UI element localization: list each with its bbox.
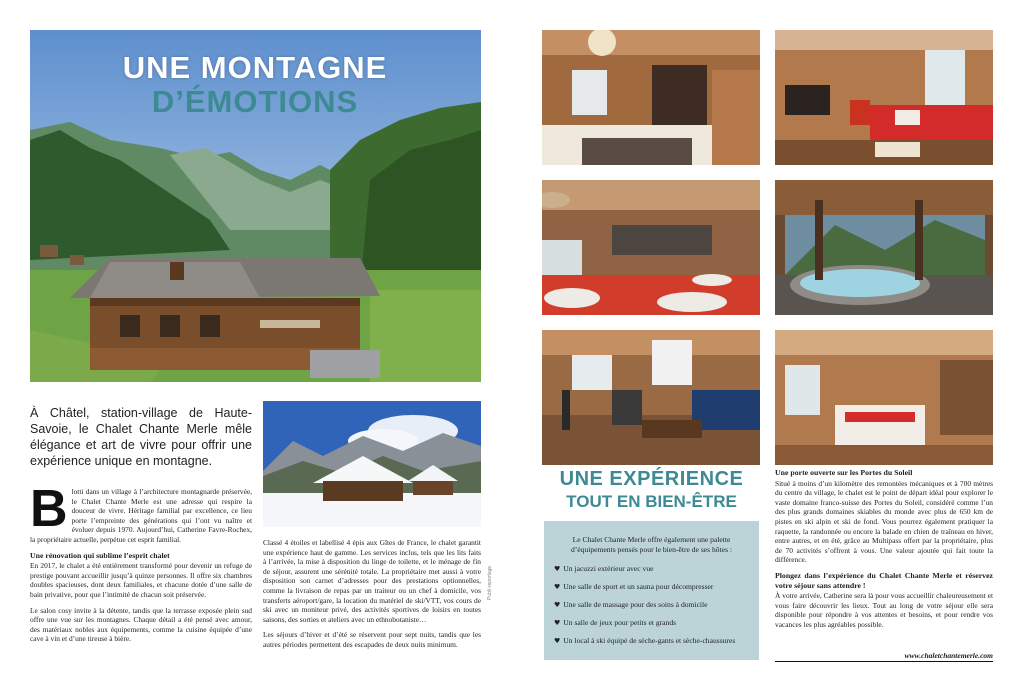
col3-paragraph-1: Situé à moins d’un kilomètre des remontées mécaniques et à 700 mètres du centre du village, le chalet est le point de départ idéal pour explorer le vaste domaine franco-suisse des Portes du Soleil, considéré comme l’un des plus grands domaines skiables du monde avec plus de 650 km de pistes en ski alpin et ski de fond. Vous pourrez également pratiquer la raquette, la randonnée ou encore la balade en chien de traîneau en hiver, entre autres, et en été, grâce au Multipass offert par la propriétaire, plus de 70 activités s’offrent à vous. Une valeur ajoutée qui fait toute la différence. (775, 478, 993, 565)
list-item: ♥ Une salle de massage pour des soins à domicile (554, 600, 708, 609)
experience-title-line2: TOUT EN BIEN-ÊTRE (566, 492, 737, 511)
vertical-credit: Publi-reportage (487, 565, 493, 600)
gym-photo (542, 330, 760, 465)
heart-icon: ♥ (554, 583, 561, 591)
col2-paragraph-2: Les séjours d’hiver et d’été se réservent pour sept nuits, tandis que les autres périodes permettent des escapades de deux nuits minimum. (263, 630, 481, 649)
experience-title-line1: UNE EXPÉRIENCE (559, 468, 744, 490)
col1-paragraph-2: En 2017, le chalet a été entièrement transformé pour devenir un refuge de prestige pouvant accueillir jusqu’à quinze personnes. Il offre six chambres doubles spacieuses, dont deux familiales, et chacune dotée d’une salle de bain privative, pour que l’intimité de chacun soit préservée. (30, 561, 252, 599)
bedroom-photo (542, 30, 760, 165)
heart-icon: ♥ (554, 637, 561, 645)
col3-paragraph-2: À votre arrivée, Catherine sera là pour vous accueillir chaleureusement et vous faire découvrir les lieux. Tout au long de votre séjour elle sera disponible pour répondre à vos attentes et besoins, et pour rendre vos vacances les plus agréables possible. (775, 591, 993, 629)
col1-paragraph-1: lotti dans un village à l’architecture montagnarde préservée, le Chalet Chante Merle est une adresse qui respire la douceur de vivre. Héritage familial par excellence, ce lieu porte l’empreinte des générations qui l’ont vu naître et évoluer depuis 1970. Aujourd’hui, Catherine Favre-Rochex, la propriétaire actuelle, perpétue cet esprit familial. (30, 487, 252, 544)
col2-paragraph-1: Classé 4 étoiles et labellisé 4 épis aux Gîtes de France, le chalet garantit une expérience haut de gamme. Les services inclus, tels que les lits faits à l’arrivée, la mise à disposition du linge de toilette, et le ménage de fin de séjour, assurent une sérénité totale. La propriétaire met aussi à votre disposition son carnet d’adresses pour des prestations optionnelles, comme la livraison de repas par un traiteur ou un chef à domicile, vos transferts aéroport/gare, la location du matériel de ski/VTT, vos cours de ski avec un moniteur privé, des activités sportives de loisirs en toutes saisons, des sorties et ateliers avec un ethnobotaniste… (263, 538, 481, 624)
col3-heading-1: Une porte ouverte sur les Portes du Soleil (775, 468, 913, 477)
col1-paragraph-3: Le salon cosy invite à la détente, tandis que la terrasse exposée plein sud offre une vue sur les montagnes. Chaque détail a été pensé avec amour, des matériaux nobles aux équipements, comme la cuisine équipée d’une cave à vin et d’une tireuse à bière. (30, 605, 252, 644)
list-item: ♥ Un jacuzzi extérieur avec vue (554, 564, 654, 573)
article-column-2 (263, 538, 481, 656)
heart-icon: ♥ (554, 601, 561, 609)
bedroom-twin-photo (775, 330, 993, 465)
article-column-3 (775, 468, 993, 636)
amenities-list (554, 564, 749, 646)
living-room-photo (775, 30, 993, 165)
list-item: ♥ Une salle de sport et un sauna pour décompresser (554, 582, 714, 591)
list-item: ♥ Un salle de jeux pour petits et grands (554, 618, 677, 627)
hero-title-line2: D’ÉMOTIONS (151, 84, 359, 119)
jacuzzi-photo (775, 180, 993, 315)
list-item: ♥ Un local à ski équipé de sèche-gants et sèche-chaussures (554, 636, 736, 645)
drop-cap: B (30, 480, 68, 538)
article-column-1 (30, 480, 252, 650)
col1-heading: Une rénovation qui sublime l’esprit chalet (30, 550, 170, 560)
website-link[interactable]: www.chaletchantemerle.com (775, 651, 993, 662)
col3-heading-2: Plongez dans l’expérience du Chalet Chante Merle et réservez votre séjour sans attendre ! (775, 570, 993, 590)
heart-icon: ♥ (554, 619, 561, 627)
winter-chalet-photo (263, 401, 481, 527)
intro-paragraph: À Châtel, station-village de Haute-Savoie, le Chalet Chante Merle mêle élégance et art de vivre pour offrir une expérience unique en montagne. (30, 406, 252, 468)
heart-icon: ♥ (554, 565, 561, 573)
amenities-lead: Le Chalet Chante Merle offre également une palette d’équipements pensés pour le bien-être de ses hôtes : (570, 535, 733, 554)
amenities-box (544, 521, 759, 660)
hero-title-line1: UNE MONTAGNE (122, 50, 388, 85)
dining-room-photo (542, 180, 760, 315)
